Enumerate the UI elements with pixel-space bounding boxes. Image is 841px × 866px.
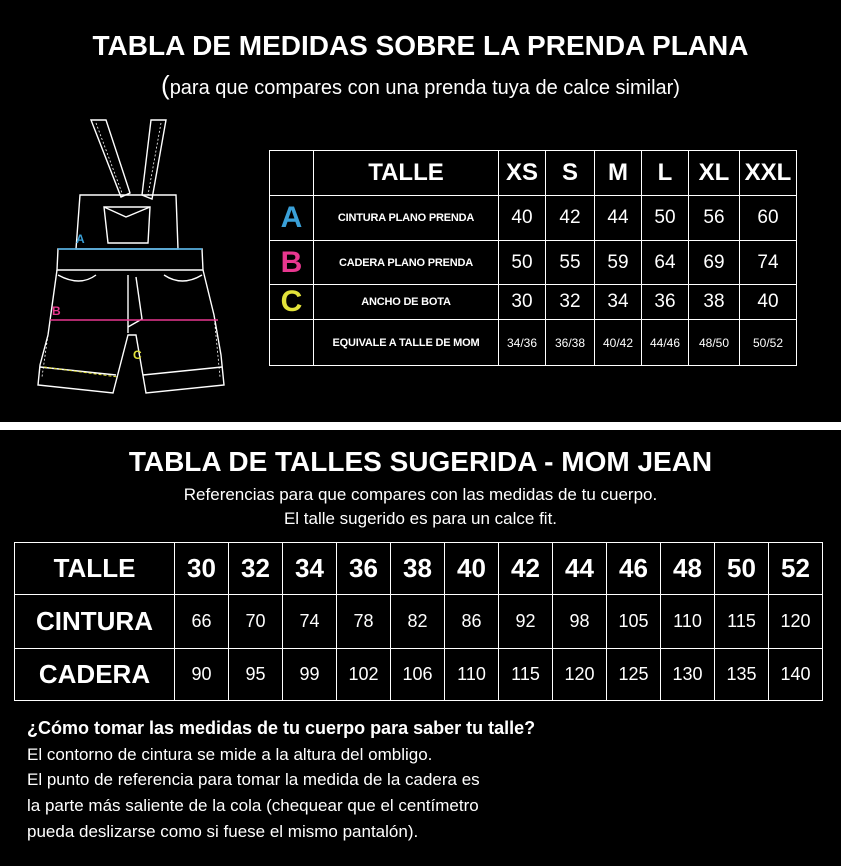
size-header: 32 bbox=[229, 543, 283, 595]
value-cell: 125 bbox=[607, 649, 661, 701]
size-header: 40 bbox=[445, 543, 499, 595]
value-cell: 34 bbox=[595, 285, 642, 320]
value-cell: 50 bbox=[499, 241, 546, 285]
overall-garment-illustration bbox=[18, 115, 233, 405]
value-cell: 32 bbox=[546, 285, 595, 320]
flat-table-subtitle bbox=[0, 70, 841, 101]
subtitle-paren: ( bbox=[161, 70, 170, 100]
value-cell: 48/50 bbox=[689, 320, 740, 366]
value-cell: 69 bbox=[689, 241, 740, 285]
value-cell: 120 bbox=[769, 595, 823, 649]
value-cell: 55 bbox=[546, 241, 595, 285]
table-row bbox=[270, 241, 797, 285]
size-table-subtitle-2: El talle sugerido es para un calce fit. bbox=[283, 509, 558, 528]
value-cell: 70 bbox=[229, 595, 283, 649]
row-label-cintura: CINTURA bbox=[15, 595, 175, 649]
value-cell: 90 bbox=[175, 649, 229, 701]
how-to-measure-line: pueda deslizarse como si fuese el mismo pantalón). bbox=[27, 822, 419, 841]
value-cell: 36/38 bbox=[546, 320, 595, 366]
value-cell: 40 bbox=[740, 285, 797, 320]
value-cell: 59 bbox=[595, 241, 642, 285]
garment-label-c: C bbox=[133, 348, 142, 362]
size-header: S bbox=[546, 151, 595, 196]
subtitle-text: para que compares con una prenda tuya de calce similar) bbox=[169, 77, 680, 99]
size-header: 42 bbox=[499, 543, 553, 595]
flat-header-row bbox=[270, 151, 797, 196]
letter-c: C bbox=[270, 285, 314, 320]
how-to-measure-title: ¿Cómo tomar las medidas de tu cuerpo para saber tu talle? bbox=[27, 718, 536, 738]
value-cell: 110 bbox=[661, 595, 715, 649]
size-header: 52 bbox=[769, 543, 823, 595]
size-header: 46 bbox=[607, 543, 661, 595]
value-cell: 135 bbox=[715, 649, 769, 701]
value-cell: 50/52 bbox=[740, 320, 797, 366]
size-header: 38 bbox=[391, 543, 445, 595]
table-row bbox=[270, 320, 797, 366]
table-row bbox=[15, 649, 823, 701]
size-header-row bbox=[15, 543, 823, 595]
value-cell: 115 bbox=[715, 595, 769, 649]
how-to-measure-line: El punto de referencia para tomar la medida de la cadera es bbox=[27, 770, 480, 789]
talle-header: TALLE bbox=[314, 151, 499, 196]
letter-b: B bbox=[270, 241, 314, 285]
flat-measure-panel bbox=[0, 0, 841, 422]
value-cell: 74 bbox=[283, 595, 337, 649]
value-cell: 40/42 bbox=[595, 320, 642, 366]
value-cell: 66 bbox=[175, 595, 229, 649]
value-cell: 82 bbox=[391, 595, 445, 649]
value-cell: 120 bbox=[553, 649, 607, 701]
value-cell: 106 bbox=[391, 649, 445, 701]
value-cell: 36 bbox=[642, 285, 689, 320]
value-cell: 74 bbox=[740, 241, 797, 285]
value-cell: 130 bbox=[661, 649, 715, 701]
value-cell: 102 bbox=[337, 649, 391, 701]
size-header: 34 bbox=[283, 543, 337, 595]
row-label: CINTURA PLANO PRENDA bbox=[314, 196, 499, 241]
value-cell: 56 bbox=[689, 196, 740, 241]
garment-label-b: B bbox=[52, 304, 61, 318]
measure-line-c bbox=[44, 367, 118, 377]
value-cell: 110 bbox=[445, 649, 499, 701]
size-table-title: TABLA DE TALLES SUGERIDA - MOM JEAN bbox=[128, 446, 713, 477]
garment-label-a: A bbox=[76, 232, 85, 246]
value-cell: 44 bbox=[595, 196, 642, 241]
letter-empty bbox=[270, 320, 314, 366]
value-cell: 140 bbox=[769, 649, 823, 701]
size-header: M bbox=[595, 151, 642, 196]
value-cell: 92 bbox=[499, 595, 553, 649]
letter-a: A bbox=[270, 196, 314, 241]
size-header: L bbox=[642, 151, 689, 196]
value-cell: 115 bbox=[499, 649, 553, 701]
size-table-subtitle-1: Referencias para que compares con las medidas de tu cuerpo. bbox=[183, 485, 658, 504]
row-label: CADERA PLANO PRENDA bbox=[314, 241, 499, 285]
value-cell: 44/46 bbox=[642, 320, 689, 366]
size-header: 50 bbox=[715, 543, 769, 595]
value-cell: 86 bbox=[445, 595, 499, 649]
size-header: XS bbox=[499, 151, 546, 196]
table-row bbox=[270, 285, 797, 320]
value-cell: 78 bbox=[337, 595, 391, 649]
flat-table-title: TABLA DE MEDIDAS SOBRE LA PRENDA PLANA bbox=[92, 30, 749, 61]
how-to-measure-line: El contorno de cintura se mide a la altura del ombligo. bbox=[27, 745, 433, 764]
row-label: EQUIVALE A TALLE DE MOM bbox=[314, 320, 499, 366]
value-cell: 98 bbox=[553, 595, 607, 649]
flat-measure-table bbox=[269, 150, 797, 366]
size-header: 44 bbox=[553, 543, 607, 595]
value-cell: 99 bbox=[283, 649, 337, 701]
size-header: XXL bbox=[740, 151, 797, 196]
size-guide-table bbox=[14, 542, 823, 701]
size-header: XL bbox=[689, 151, 740, 196]
row-label-cadera: CADERA bbox=[15, 649, 175, 701]
talle-header: TALLE bbox=[15, 543, 175, 595]
value-cell: 42 bbox=[546, 196, 595, 241]
value-cell: 95 bbox=[229, 649, 283, 701]
size-header: 30 bbox=[175, 543, 229, 595]
value-cell: 30 bbox=[499, 285, 546, 320]
value-cell: 40 bbox=[499, 196, 546, 241]
size-header: 36 bbox=[337, 543, 391, 595]
table-row bbox=[270, 196, 797, 241]
header-empty-cell bbox=[270, 151, 314, 196]
value-cell: 64 bbox=[642, 241, 689, 285]
row-label: ANCHO DE BOTA bbox=[314, 285, 499, 320]
size-header: 48 bbox=[661, 543, 715, 595]
table-row bbox=[15, 595, 823, 649]
value-cell: 34/36 bbox=[499, 320, 546, 366]
value-cell: 60 bbox=[740, 196, 797, 241]
value-cell: 38 bbox=[689, 285, 740, 320]
how-to-measure-line: la parte más saliente de la cola (chequear que el centímetro bbox=[27, 796, 479, 815]
value-cell: 105 bbox=[607, 595, 661, 649]
value-cell: 50 bbox=[642, 196, 689, 241]
